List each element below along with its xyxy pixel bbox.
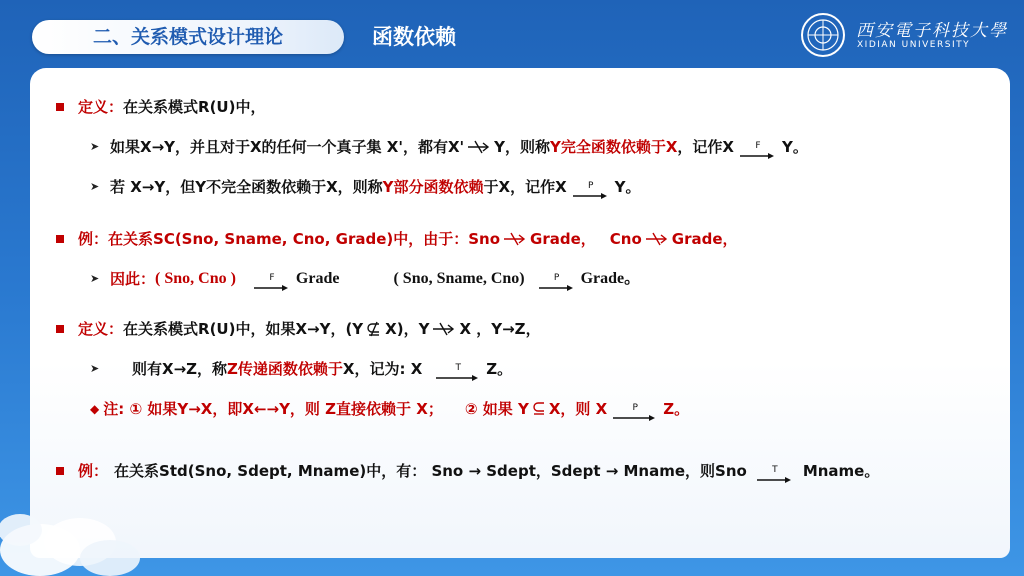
- example-label: 例：: [78, 230, 109, 248]
- note-text-c: X，则 X: [548, 400, 608, 418]
- diamond-bullet-icon: ◆: [90, 402, 100, 416]
- example-1-text-c: Cno: [609, 230, 642, 248]
- bullet-square-icon: [56, 235, 64, 243]
- definition-2-label: 定义：: [78, 320, 124, 338]
- arrow-t-label: T: [455, 363, 462, 373]
- definition-2-text-c: X ，Y→Z，: [459, 320, 541, 338]
- not-subset-icon: [366, 321, 382, 337]
- not-determine-arrow-icon: [467, 140, 491, 154]
- definition-label: 定义：: [78, 98, 124, 116]
- partial-dep-text-c: 于X，记作X: [483, 178, 567, 196]
- arrow-p-3-label: P: [632, 403, 638, 413]
- example-2-label: 例：: [78, 462, 109, 480]
- definition-2-text-a: 在关系模式R(U)中，如果X→Y，(Y: [123, 320, 364, 338]
- example-2-text-b: Mname。: [802, 462, 880, 480]
- arrow-p-3: [613, 396, 657, 422]
- cloud-decoration-icon: [0, 490, 140, 576]
- full-dep-text-e: Y。: [782, 138, 808, 156]
- full-dep-text-b: Y，则称: [494, 138, 550, 156]
- transitive-text-d: Z。: [486, 360, 513, 378]
- hence-label: 因此：: [110, 270, 156, 288]
- arrow-f-2-label: F: [269, 273, 275, 283]
- university-logo: [800, 12, 1008, 58]
- hence-text-c: ( Sno, Sname, Cno): [393, 270, 525, 287]
- bullet-square-icon: [56, 103, 64, 111]
- subset-eq-icon: [532, 401, 546, 417]
- arrow-f: [740, 134, 776, 160]
- definition-text: 在关系模式R(U)中，: [123, 98, 266, 116]
- logo-chinese-text: 西安電子科技大學: [856, 21, 1008, 41]
- partial-dep-text-a: 若 X→Y，但Y不完全函数依赖于X，则称: [110, 178, 383, 196]
- hence-text-b: Grade: [295, 270, 340, 287]
- bullet-square-icon: [56, 467, 64, 475]
- full-dep-term: Y完全函数依赖于X: [549, 138, 678, 156]
- arrow-p-label: P: [587, 181, 594, 191]
- full-dep-text-d: ，记作X: [677, 138, 734, 156]
- arrow-p-2-label: P: [553, 273, 560, 283]
- chevron-bullet-icon: ➤: [90, 140, 100, 153]
- logo-english-text: XIDIAN UNIVERSITY: [857, 40, 971, 50]
- arrow-t-2-label: T: [772, 465, 778, 475]
- bullet-square-icon: [56, 325, 64, 333]
- chevron-bullet-icon: ➤: [90, 180, 100, 193]
- example-1-text-b: Grade，: [530, 230, 596, 248]
- chevron-bullet-icon: ➤: [90, 362, 100, 375]
- arrow-f-label: F: [755, 141, 761, 151]
- partial-dep-term: Y部分函数依赖: [382, 178, 484, 196]
- not-determine-arrow-icon: [503, 232, 527, 246]
- arrow-t: [436, 356, 480, 382]
- definition-2-text-b: X)，Y: [385, 320, 430, 338]
- partial-dependency-line: [90, 174, 641, 200]
- definition-1: [56, 94, 265, 120]
- university-seal-icon: [800, 12, 846, 58]
- example-1-text-d: Grade，: [671, 230, 738, 248]
- example-1: [56, 226, 738, 252]
- partial-dep-text-d: Y。: [614, 178, 641, 196]
- full-dependency-line: [90, 134, 808, 160]
- not-determine-arrow-icon: [432, 322, 456, 336]
- definition-2: [56, 316, 541, 342]
- note-text-a: 注: ① 如果Y→X，即X←→Y，则 Z直接依赖于 X；: [103, 400, 443, 418]
- note-text-d: Z。: [663, 400, 690, 418]
- example-2-text-a: 在关系Std(Sno, Sdept, Mname)中，有： Sno → Sdept，Sdept → Mname，则Sno: [114, 462, 747, 480]
- section-pill: [32, 20, 344, 54]
- full-dep-text-a: 如果X→Y，并且对于X的任何一个真子集 X'，都有X': [110, 138, 465, 156]
- hence-line: [90, 266, 640, 292]
- hence-text-a: ( Sno, Cno ): [155, 270, 236, 287]
- chevron-bullet-icon: ➤: [90, 272, 100, 285]
- slide-header: [0, 0, 1024, 66]
- transitive-term: Z传递函数依赖于: [227, 360, 343, 378]
- transitive-line: [90, 356, 512, 382]
- hence-text-d: Grade。: [580, 270, 641, 287]
- note-text-b: ② 如果 Y: [464, 400, 529, 418]
- page-title: 函数依赖: [372, 25, 456, 49]
- transitive-text-a: 则有X→Z，称: [132, 360, 228, 378]
- not-determine-arrow-icon: [645, 232, 669, 246]
- example-1-text-a: 在关系SC(Sno, Sname, Cno, Grade)中，由于：Sno: [108, 230, 501, 248]
- note-line: [90, 396, 689, 422]
- example-2: [56, 458, 879, 484]
- section-title: 二、关系模式设计理论: [92, 26, 283, 48]
- arrow-p: [573, 174, 609, 200]
- arrow-t-2: [757, 458, 793, 484]
- arrow-p-2: [539, 266, 575, 292]
- transitive-text-c: X，记为: X: [342, 360, 423, 378]
- arrow-f-2: [254, 266, 290, 292]
